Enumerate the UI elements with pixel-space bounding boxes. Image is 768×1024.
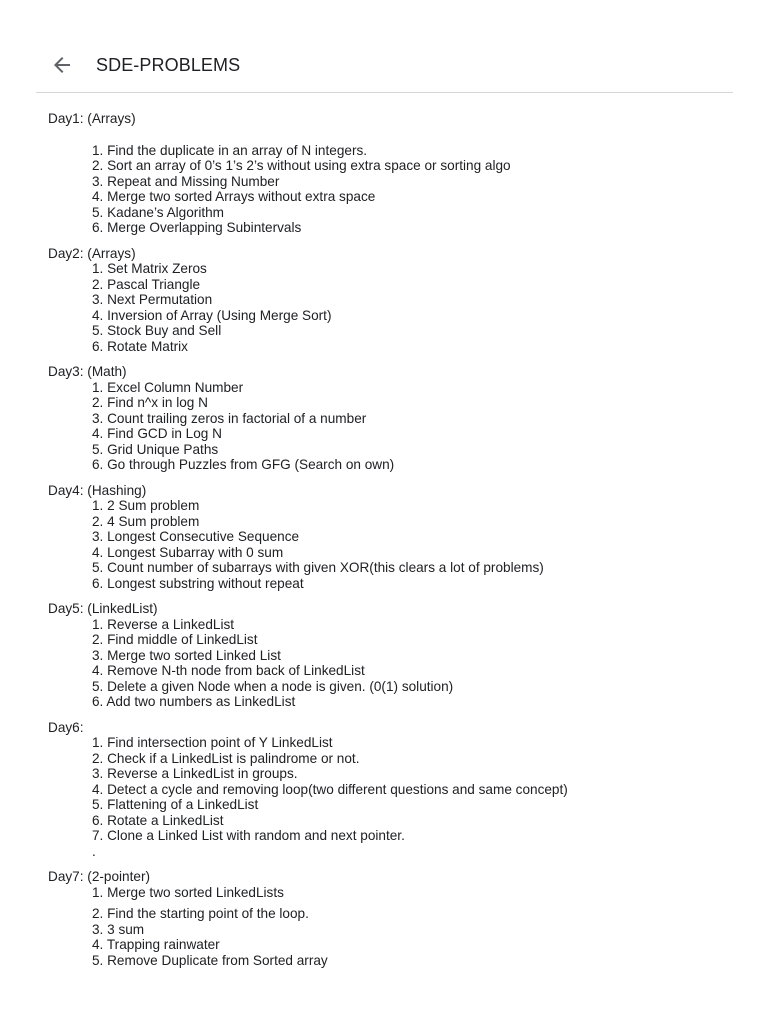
list-item: 3. Repeat and Missing Number — [92, 173, 280, 189]
arrow-left-icon — [50, 53, 74, 77]
problem-list — [48, 261, 738, 354]
list-item: 1. Find intersection point of Y LinkedList — [92, 735, 333, 750]
list-item: 4. Find GCD in Log N — [92, 426, 222, 441]
day-section — [48, 601, 738, 710]
list-item: 7. Clone a Linked List with random and next pointer. — [92, 828, 405, 843]
list-item: 5. Count number of subarrays with given XOR(this clears a lot of problems) — [92, 560, 544, 575]
problem-list — [48, 735, 738, 844]
day-section — [48, 364, 738, 473]
problem-list — [48, 885, 738, 969]
list-item: 5. Flattening of a LinkedList — [92, 797, 259, 812]
day-title: Day2: (Arrays) — [48, 245, 136, 261]
list-item: 6. Add two numbers as LinkedList — [92, 694, 296, 709]
page-title: SDE-PROBLEMS — [96, 55, 241, 75]
list-item: 6. Merge Overlapping Subintervals — [92, 220, 302, 235]
list-item: 2. 4 Sum problem — [92, 513, 200, 529]
list-item: 3. Reverse a LinkedList in groups. — [92, 766, 298, 781]
day-title: Day7: (2-pointer) — [48, 869, 150, 884]
day-title: Day3: (Math) — [48, 364, 127, 379]
day-title: Day5: (LinkedList) — [48, 601, 158, 616]
problem-list — [48, 143, 738, 236]
list-item: 4. Trapping rainwater — [92, 937, 220, 952]
day-section — [48, 483, 738, 592]
day-section — [48, 111, 738, 236]
list-item: 6. Rotate a LinkedList — [92, 812, 224, 828]
list-item: 3. Count trailing zeros in factorial of a number — [92, 410, 367, 426]
list-item: 5. Grid Unique Paths — [92, 441, 219, 457]
list-item: 3. Next Permutation — [92, 292, 213, 307]
list-item: 5. Stock Buy and Sell — [92, 323, 222, 338]
list-item: 6. Longest substring without repeat — [92, 575, 304, 591]
list-item: 2. Find middle of LinkedList — [92, 632, 258, 647]
list-item: 3. Merge two sorted Linked List — [92, 647, 281, 663]
problem-list — [48, 617, 738, 710]
list-item: 5. Remove Duplicate from Sorted array — [92, 952, 328, 968]
list-item: 1. Set Matrix Zeros — [92, 261, 207, 276]
day-title: Day6: — [48, 719, 84, 735]
list-item: 2. Find the starting point of the loop. — [92, 906, 309, 921]
list-item: 4. Remove N-th node from back of LinkedList — [92, 663, 365, 678]
day-section — [48, 720, 738, 860]
problem-list — [48, 498, 738, 591]
day-section — [48, 869, 738, 968]
problem-list — [48, 380, 738, 473]
list-item: 1. Excel Column Number — [92, 379, 244, 395]
list-item: 3. Longest Consecutive Sequence — [92, 529, 300, 544]
app-bar — [36, 0, 733, 93]
back-button[interactable] — [50, 53, 74, 77]
day-title: Day1: (Arrays) — [48, 111, 136, 126]
list-item: 5. Kadane’s Algorithm — [92, 204, 224, 220]
list-item: 2. Pascal Triangle — [92, 276, 201, 292]
list-item: 1. Merge two sorted LinkedLists — [92, 884, 284, 900]
document-content — [48, 108, 738, 988]
list-item: 4. Merge two sorted Arrays without extra space — [92, 189, 376, 204]
trailing-dot: . — [92, 843, 96, 859]
list-item: 2. Find n^x in log N — [92, 395, 208, 410]
list-item: 3. 3 sum — [92, 921, 145, 937]
day-title: Day4: (Hashing) — [48, 482, 147, 498]
list-item: 2. Check if a LinkedList is palindrome or not. — [92, 750, 360, 766]
list-item: 2. Sort an array of 0’s 1’s 2’s without using extra space or sorting algo — [92, 158, 511, 173]
list-item: 1. 2 Sum problem — [92, 498, 200, 513]
list-item: 5. Delete a given Node when a node is given. (0(1) solution) — [92, 678, 454, 694]
day-section — [48, 246, 738, 355]
list-item: 6. Rotate Matrix — [92, 338, 188, 354]
list-item: 1. Find the duplicate in an array of N integers. — [92, 142, 368, 158]
list-item: 1. Reverse a LinkedList — [92, 616, 235, 632]
list-item: 4. Longest Subarray with 0 sum — [92, 544, 284, 560]
list-item: 6. Go through Puzzles from GFG (Search on own) — [92, 457, 395, 472]
list-item: 4. Detect a cycle and removing loop(two different questions and same concept) — [92, 781, 568, 797]
list-item: 4. Inversion of Array (Using Merge Sort) — [92, 307, 332, 323]
